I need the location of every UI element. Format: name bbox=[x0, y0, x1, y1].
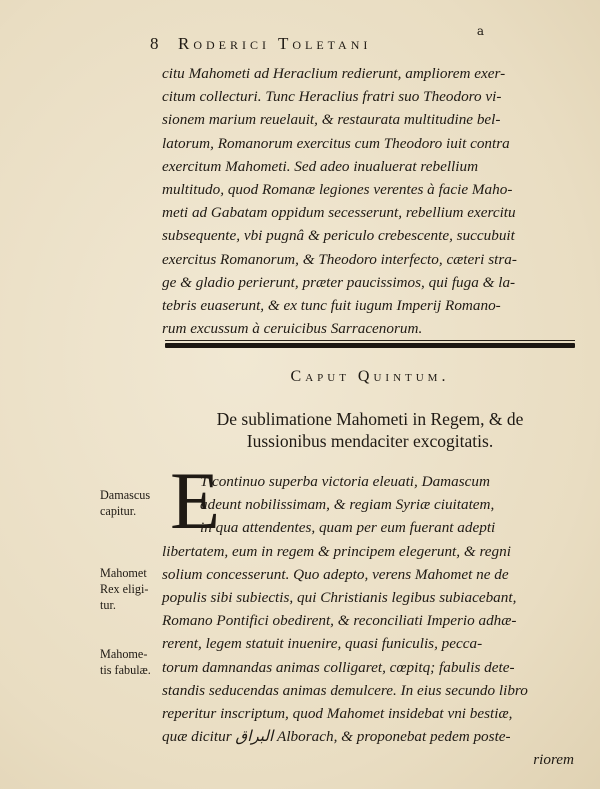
text-line: quæ dicitur البراق Alborach, & proponebat pedem poste- bbox=[162, 728, 511, 746]
text-line: torum damnandas animas colligaret, cœpitq; fabulis dete- bbox=[162, 658, 515, 676]
text-line: meti ad Gabatam oppidum secesserunt, rebellium exercitu bbox=[162, 204, 516, 222]
chapter-heading: Caput Quintum. bbox=[290, 368, 450, 385]
text-line: ge & gladio perierunt, præter paucissimos, qui fuga & la- bbox=[162, 273, 516, 291]
text-line: populis sibi subiectis, qui Christianis legibus subiacebant, bbox=[162, 588, 517, 606]
margin-note-line: Rex eligi- bbox=[100, 582, 149, 596]
margin-note-line: Mahomet bbox=[100, 566, 147, 580]
text-line: reperitur inscriptum, quod Mahomet insidebat vni bestiæ, bbox=[162, 704, 513, 722]
text-line: T continuo superba victoria eleuati, Damascum bbox=[200, 473, 490, 490]
text-line: libertatem, eum in regem & principem elegerunt, & regni bbox=[162, 542, 511, 560]
margin-note-line: Mahome- bbox=[100, 647, 148, 661]
body-lines-indented bbox=[200, 470, 580, 540]
text-line: latorum, Romanorum exercitus cum Theodoro iuit contra bbox=[162, 134, 510, 152]
subtitle-line: Iussionibus mendaciter excogitatis. bbox=[246, 431, 494, 451]
margin-note-line: capitur. bbox=[100, 504, 137, 518]
margin-note-damascus bbox=[100, 487, 166, 519]
text-line: citum collecturi. Tunc Heraclius fratri suo Theodoro vi- bbox=[162, 88, 502, 106]
text-line: solium concesserunt. Quo adepto, verens Mahomet ne de bbox=[162, 565, 509, 583]
text-line: multitudo, quod Romanæ legiones verentes à facie Maho- bbox=[162, 180, 513, 198]
text-line: Romano Pontifici obedirent, & reconciliati Imperio adhæ- bbox=[162, 612, 517, 630]
margin-note-line: tis fabulæ. bbox=[100, 663, 151, 677]
running-title: Roderici Toletani bbox=[178, 34, 372, 53]
text-line: exercitus Romanorum, & Theodoro interfecto, cæteri stra- bbox=[162, 250, 517, 268]
margin-note-mahomet-rex bbox=[100, 565, 166, 613]
text-line: adeunt nobilissimam, & regiam Syriæ ciuitatem, bbox=[200, 496, 495, 514]
catchword: riorem bbox=[533, 751, 574, 769]
margin-note-fabulae bbox=[100, 646, 166, 678]
body-paragraph bbox=[162, 540, 582, 772]
text-line: tebris euaserunt, & ex tunc fuit iugum Imperij Romano- bbox=[162, 296, 501, 314]
text-line: subsequente, vbi pugnâ & periculo crebescente, succubuit bbox=[162, 227, 515, 245]
text-line: citu Mahometi ad Heraclium redierunt, ampliorem exer- bbox=[162, 65, 506, 82]
corner-mark: a bbox=[476, 24, 484, 38]
subtitle-line: De sublimatione Mahometi in Regem, & de bbox=[216, 409, 524, 429]
margin-note-line: tur. bbox=[100, 598, 116, 612]
text-line: in qua attendentes, quam per eum fuerant adepti bbox=[200, 519, 496, 537]
text-line: rerent, legem statuit inuenire, quasi funiculis, pecca- bbox=[162, 635, 483, 653]
divider-thin bbox=[165, 340, 575, 341]
page-number: 8 bbox=[150, 34, 159, 53]
top-paragraph bbox=[162, 62, 582, 340]
drop-cap: E bbox=[170, 455, 221, 546]
text-line: exercitum Mahometi. Sed adeo inualuerat rebellium bbox=[162, 157, 479, 175]
running-head bbox=[150, 24, 490, 60]
divider-rule bbox=[165, 343, 575, 348]
chapter-subtitle bbox=[165, 408, 575, 452]
text-line: standis seducendas animas demulcere. In eius secundo libro bbox=[162, 681, 528, 699]
margin-note-line: Damascus bbox=[100, 488, 151, 502]
text-line: sionem marium reuelauit, & restaurata multitudine bel- bbox=[162, 111, 501, 129]
text-line: rum excussum à ceruicibus Sarracenorum. bbox=[162, 320, 423, 338]
